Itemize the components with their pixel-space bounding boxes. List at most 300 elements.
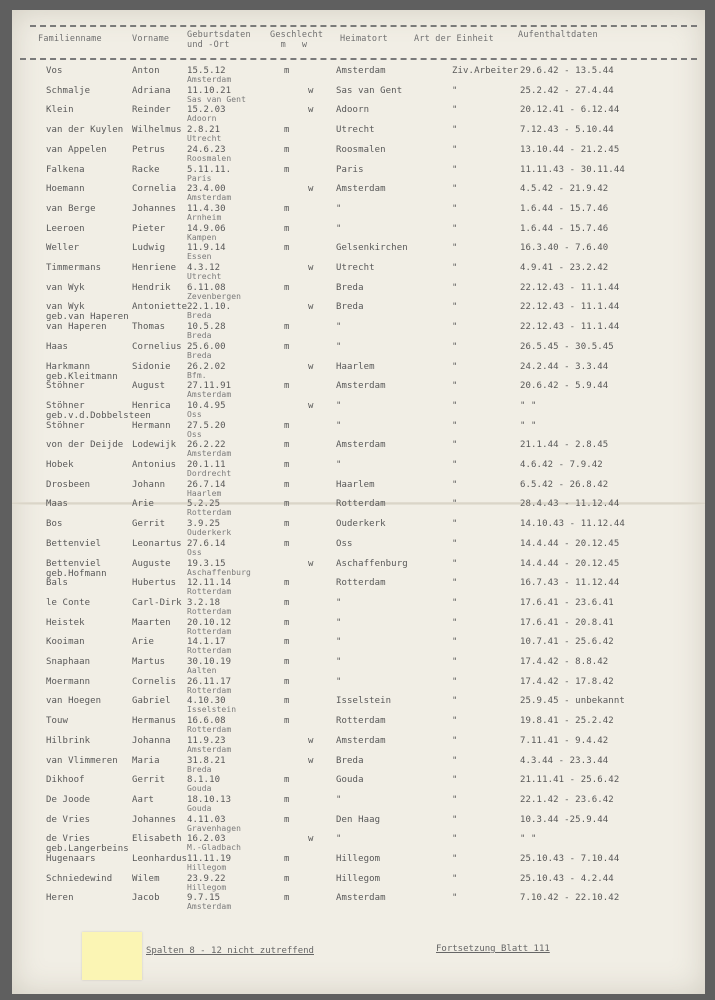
row-geburtsort: Breda bbox=[187, 764, 212, 774]
row-aufenthaltdaten: 21.1.44 - 2.8.45 bbox=[520, 440, 609, 451]
row-aufenthaltdaten: 14.4.44 - 20.12.45 bbox=[520, 558, 620, 569]
row-vorname: Carl-Dirk bbox=[132, 597, 182, 608]
row-heimatort: " bbox=[336, 637, 342, 648]
row-vorname: Sidonie bbox=[132, 361, 171, 372]
row-geburtsdatum: 10.4.95 bbox=[187, 400, 226, 411]
row-art-der-einheit: " bbox=[452, 617, 458, 628]
row-geburtsort: Rotterdam bbox=[187, 508, 232, 518]
row-familienname: van Appelen bbox=[46, 144, 107, 155]
row-geschlecht-m: m bbox=[284, 66, 290, 76]
row-geschlecht-m: m bbox=[284, 657, 290, 667]
row-familienname: Harkmann geb.Kleitmann bbox=[46, 361, 118, 382]
row-aufenthaltdaten: 4.3.44 - 23.3.44 bbox=[520, 755, 609, 766]
row-geschlecht-m: m bbox=[284, 381, 290, 392]
row-heimatort: " bbox=[336, 657, 342, 667]
row-familienname: Falkena bbox=[46, 164, 85, 175]
row-aufenthaltdaten: 22.12.43 - 11.1.44 bbox=[520, 322, 620, 333]
row-familienname: van Vlimmeren bbox=[46, 755, 118, 766]
row-vorname: Aart bbox=[132, 794, 155, 805]
row-familienname: Hobek bbox=[46, 460, 74, 470]
row-aufenthaltdaten: 17.6.41 - 20.8.41 bbox=[520, 617, 614, 628]
header-geschlecht: Geschlecht m w bbox=[270, 30, 324, 50]
row-vorname: Lodewijk bbox=[132, 440, 177, 451]
row-geschlecht-w: w bbox=[308, 85, 314, 96]
row-aufenthaltdaten: 17.6.41 - 23.6.41 bbox=[520, 597, 614, 608]
row-vorname: Leonhardus bbox=[132, 854, 188, 864]
row-vorname: Hendrik bbox=[132, 282, 171, 293]
row-geburtsort: Haarlem bbox=[187, 488, 222, 498]
row-geburtsort: Essen bbox=[187, 252, 212, 262]
row-heimatort: Breda bbox=[336, 755, 364, 766]
row-geschlecht-w: w bbox=[308, 361, 314, 372]
row-heimatort: Isselstein bbox=[336, 696, 392, 707]
row-art-der-einheit: " bbox=[452, 893, 458, 904]
row-art-der-einheit: " bbox=[452, 420, 458, 431]
table-row bbox=[12, 893, 705, 923]
row-art-der-einheit: " bbox=[452, 519, 458, 530]
row-geburtsdatum: 26.2.02 bbox=[187, 361, 226, 372]
row-geburtsort: Aschaffenburg bbox=[187, 567, 251, 577]
row-art-der-einheit: " bbox=[452, 302, 458, 313]
row-geburtsort: Amsterdam bbox=[187, 193, 232, 203]
row-art-der-einheit: " bbox=[452, 696, 458, 707]
row-art-der-einheit: " bbox=[452, 440, 458, 451]
row-aufenthaltdaten: 4.6.42 - 7.9.42 bbox=[520, 460, 603, 470]
header-rule-bottom bbox=[20, 58, 697, 60]
row-aufenthaltdaten: 1.6.44 - 15.7.46 bbox=[520, 203, 609, 214]
row-art-der-einheit: " bbox=[452, 637, 458, 648]
row-geburtsort: M.-Gladbach bbox=[187, 843, 242, 853]
row-art-der-einheit: " bbox=[452, 814, 458, 825]
row-heimatort: Rotterdam bbox=[336, 716, 386, 727]
row-vorname: Adriana bbox=[132, 85, 171, 96]
row-geburtsort: Amsterdam bbox=[187, 390, 232, 400]
row-art-der-einheit: " bbox=[452, 735, 458, 746]
row-familienname: von der Deijde bbox=[46, 440, 124, 451]
row-heimatort: Den Haag bbox=[336, 814, 381, 825]
row-geburtsdatum: 11.9.23 bbox=[187, 735, 226, 746]
row-familienname: Klein bbox=[46, 105, 74, 116]
row-geburtsort: Oss bbox=[187, 409, 202, 419]
row-geschlecht-w: w bbox=[308, 263, 314, 273]
row-vorname: Gerrit bbox=[132, 519, 166, 530]
row-familienname: van Haperen bbox=[46, 322, 107, 333]
row-geburtsdatum: 14.1.17 bbox=[187, 637, 226, 648]
row-aufenthaltdaten: 26.5.45 - 30.5.45 bbox=[520, 341, 614, 352]
row-aufenthaltdaten: 20.6.42 - 5.9.44 bbox=[520, 381, 609, 392]
header-aufenthaltdaten: Aufenthaltdaten bbox=[518, 30, 598, 40]
row-vorname: Maria bbox=[132, 755, 160, 766]
row-geschlecht-m: m bbox=[284, 538, 290, 549]
row-geburtsdatum: 4.10.30 bbox=[187, 696, 226, 707]
row-geschlecht-m: m bbox=[284, 125, 290, 136]
row-heimatort: Utrecht bbox=[336, 263, 375, 273]
row-vorname: Hubertus bbox=[132, 578, 177, 589]
row-geburtsort: Roosmalen bbox=[187, 153, 232, 163]
row-geschlecht-m: m bbox=[284, 479, 290, 490]
row-geburtsdatum: 22.1.10. bbox=[187, 302, 232, 313]
row-familienname: Schniedewind bbox=[46, 873, 113, 884]
row-geburtsdatum: 26.7.14 bbox=[187, 479, 226, 490]
row-art-der-einheit: " bbox=[452, 184, 458, 195]
row-geburtsort: Dordrecht bbox=[187, 469, 232, 478]
row-geburtsort: Sas van Gent bbox=[187, 94, 246, 104]
header-vorname: Vorname bbox=[132, 34, 170, 44]
row-geburtsort: Ouderkerk bbox=[187, 528, 232, 538]
row-heimatort: Adoorn bbox=[336, 105, 370, 116]
row-art-der-einheit: " bbox=[452, 144, 458, 155]
row-geburtsort: Amsterdam bbox=[187, 902, 232, 912]
row-geburtsort: Amsterdam bbox=[187, 744, 232, 754]
row-aufenthaltdaten: 16.3.40 - 7.6.40 bbox=[520, 243, 609, 254]
row-art-der-einheit: " bbox=[452, 657, 458, 667]
row-geburtsdatum: 31.8.21 bbox=[187, 755, 226, 766]
row-familienname: Heren bbox=[46, 893, 74, 904]
row-familienname: Drosbeen bbox=[46, 479, 91, 490]
row-geburtsdatum: 3.9.25 bbox=[187, 519, 221, 530]
row-heimatort: Amsterdam bbox=[336, 735, 386, 746]
row-geburtsort: Utrecht bbox=[187, 272, 222, 281]
row-aufenthaltdaten: 25.10.43 - 7.10.44 bbox=[520, 854, 620, 864]
row-geburtsdatum: 12.11.14 bbox=[187, 578, 232, 589]
row-art-der-einheit: " bbox=[452, 834, 458, 845]
row-geschlecht-w: w bbox=[308, 184, 314, 195]
row-geburtsdatum: 15.2.03 bbox=[187, 105, 226, 116]
row-geburtsdatum: 11.9.14 bbox=[187, 243, 226, 254]
row-vorname: August bbox=[132, 381, 166, 392]
row-geschlecht-m: m bbox=[284, 322, 290, 333]
row-familienname: van Wyk geb.van Haperen bbox=[46, 302, 129, 323]
row-familienname: Hilbrink bbox=[46, 735, 91, 746]
row-heimatort: " bbox=[336, 794, 342, 805]
row-geburtsort: Rotterdam bbox=[187, 626, 232, 636]
row-geschlecht-m: m bbox=[284, 637, 290, 648]
row-aufenthaltdaten: 17.4.42 - 8.8.42 bbox=[520, 657, 609, 667]
row-geburtsdatum: 5.11.11. bbox=[187, 164, 232, 175]
row-geschlecht-m: m bbox=[284, 716, 290, 727]
row-art-der-einheit: " bbox=[452, 85, 458, 96]
row-art-der-einheit: " bbox=[452, 538, 458, 549]
row-heimatort: Utrecht bbox=[336, 125, 375, 136]
row-geburtsdatum: 14.9.06 bbox=[187, 223, 226, 234]
row-heimatort: Amsterdam bbox=[336, 893, 386, 904]
row-geburtsort: Kampen bbox=[187, 232, 217, 242]
row-vorname: Martus bbox=[132, 657, 166, 667]
row-aufenthaltdaten: 19.8.41 - 25.2.42 bbox=[520, 716, 614, 727]
row-geschlecht-w: w bbox=[308, 755, 314, 766]
header-heimatort: Heimatort bbox=[340, 34, 388, 44]
row-geschlecht-m: m bbox=[284, 341, 290, 352]
row-geburtsort: Aalten bbox=[187, 666, 217, 675]
row-familienname: Vos bbox=[46, 66, 63, 76]
row-heimatort: Gelsenkirchen bbox=[336, 243, 408, 254]
row-familienname: van Hoegen bbox=[46, 696, 102, 707]
row-art-der-einheit: " bbox=[452, 499, 458, 510]
row-vorname: Antoniette bbox=[132, 302, 188, 313]
row-aufenthaltdaten: " " bbox=[520, 420, 537, 431]
row-art-der-einheit: Ziv.Arbeiter bbox=[452, 66, 519, 76]
row-vorname: Johannes bbox=[132, 814, 177, 825]
row-vorname: Pieter bbox=[132, 223, 166, 234]
row-heimatort: Sas van Gent bbox=[336, 85, 403, 96]
row-familienname: Bos bbox=[46, 519, 63, 530]
row-geschlecht-m: m bbox=[284, 854, 290, 864]
row-geburtsdatum: 15.5.12 bbox=[187, 66, 226, 76]
row-art-der-einheit: " bbox=[452, 125, 458, 136]
row-geburtsort: Paris bbox=[187, 173, 212, 183]
row-geburtsdatum: 20.1.11 bbox=[187, 460, 226, 470]
row-art-der-einheit: " bbox=[452, 854, 458, 864]
row-art-der-einheit: " bbox=[452, 361, 458, 372]
row-vorname: Thomas bbox=[132, 322, 166, 333]
row-art-der-einheit: " bbox=[452, 243, 458, 254]
row-geburtsort: Bfm. bbox=[187, 370, 207, 380]
row-geburtsort: Arnheim bbox=[187, 212, 222, 222]
row-geburtsdatum: 10.5.28 bbox=[187, 322, 226, 333]
row-geburtsort: Breda bbox=[187, 311, 212, 321]
row-heimatort: Hillegom bbox=[336, 854, 381, 864]
row-aufenthaltdaten: " " bbox=[520, 834, 537, 845]
row-familienname: Schmalje bbox=[46, 85, 91, 96]
row-geburtsdatum: 3.2.18 bbox=[187, 597, 221, 608]
row-heimatort: " bbox=[336, 341, 342, 352]
row-geburtsdatum: 19.3.15 bbox=[187, 558, 226, 569]
row-aufenthaltdaten: 10.7.41 - 25.6.42 bbox=[520, 637, 614, 648]
row-aufenthaltdaten: 4.5.42 - 21.9.42 bbox=[520, 184, 609, 195]
row-vorname: Reinder bbox=[132, 105, 171, 116]
row-vorname: Wilem bbox=[132, 873, 160, 884]
row-vorname: Maarten bbox=[132, 617, 171, 628]
row-geburtsort: Isselstein bbox=[187, 705, 237, 715]
row-vorname: Anton bbox=[132, 66, 160, 76]
row-aufenthaltdaten: 6.5.42 - 26.8.42 bbox=[520, 479, 609, 490]
row-aufenthaltdaten: 17.4.42 - 17.8.42 bbox=[520, 676, 614, 687]
row-aufenthaltdaten: 20.12.41 - 6.12.44 bbox=[520, 105, 620, 116]
header-geburtsdaten: Geburtsdaten und -Ort bbox=[187, 30, 251, 50]
row-vorname: Johanna bbox=[132, 735, 171, 746]
row-vorname: Gabriel bbox=[132, 696, 171, 707]
row-geschlecht-w: w bbox=[308, 105, 314, 116]
row-geburtsdatum: 27.11.91 bbox=[187, 381, 232, 392]
row-geschlecht-m: m bbox=[284, 873, 290, 884]
row-art-der-einheit: " bbox=[452, 203, 458, 214]
row-vorname: Cornelia bbox=[132, 184, 177, 195]
row-aufenthaltdaten: 25.10.43 - 4.2.44 bbox=[520, 873, 614, 884]
row-vorname: Arie bbox=[132, 637, 155, 648]
row-geburtsdatum: 24.6.23 bbox=[187, 144, 226, 155]
row-art-der-einheit: " bbox=[452, 873, 458, 884]
row-geschlecht-m: m bbox=[284, 460, 290, 470]
row-familienname: Timmermans bbox=[46, 263, 102, 273]
row-art-der-einheit: " bbox=[452, 597, 458, 608]
row-art-der-einheit: " bbox=[452, 578, 458, 589]
row-vorname: Cornelis bbox=[132, 676, 177, 687]
row-heimatort: Gouda bbox=[336, 775, 364, 786]
document-page bbox=[12, 10, 705, 994]
row-aufenthaltdaten: 14.10.43 - 11.12.44 bbox=[520, 519, 625, 530]
row-geburtsort: Amsterdam bbox=[187, 449, 232, 459]
row-geschlecht-w: w bbox=[308, 834, 314, 845]
row-familienname: le Conte bbox=[46, 597, 91, 608]
row-heimatort: Amsterdam bbox=[336, 381, 386, 392]
row-art-der-einheit: " bbox=[452, 400, 458, 411]
row-geburtsdatum: 26.11.17 bbox=[187, 676, 232, 687]
row-familienname: Moermann bbox=[46, 676, 91, 687]
row-familienname: Kooiman bbox=[46, 637, 85, 648]
row-geburtsort: Rotterdam bbox=[187, 685, 232, 695]
row-art-der-einheit: " bbox=[452, 676, 458, 687]
row-heimatort: Rotterdam bbox=[336, 499, 386, 510]
row-geburtsdatum: 9.7.15 bbox=[187, 893, 221, 904]
row-art-der-einheit: " bbox=[452, 223, 458, 234]
row-geschlecht-m: m bbox=[284, 617, 290, 628]
row-geschlecht-m: m bbox=[284, 203, 290, 214]
row-heimatort: " bbox=[336, 460, 342, 470]
row-geburtsort: Breda bbox=[187, 350, 212, 360]
row-geburtsdatum: 20.10.12 bbox=[187, 617, 232, 628]
row-geburtsdatum: 16.2.03 bbox=[187, 834, 226, 845]
row-aufenthaltdaten: 28.4.43 - 11.12.44 bbox=[520, 499, 620, 510]
row-heimatort: " bbox=[336, 834, 342, 845]
row-geburtsdatum: 5.2.25 bbox=[187, 499, 221, 510]
row-heimatort: Amsterdam bbox=[336, 66, 386, 76]
row-familienname: Hugenaars bbox=[46, 854, 96, 864]
row-vorname: Gerrit bbox=[132, 775, 166, 786]
row-heimatort: Haarlem bbox=[336, 361, 375, 372]
row-geburtsort: Rotterdam bbox=[187, 646, 232, 656]
row-aufenthaltdaten: 10.3.44 -25.9.44 bbox=[520, 814, 609, 825]
row-aufenthaltdaten: 21.11.41 - 25.6.42 bbox=[520, 775, 620, 786]
row-heimatort: Ouderkerk bbox=[336, 519, 386, 530]
row-familienname: Maas bbox=[46, 499, 69, 510]
row-aufenthaltdaten: 11.11.43 - 30.11.44 bbox=[520, 164, 625, 175]
row-aufenthaltdaten: 16.7.43 - 11.12.44 bbox=[520, 578, 620, 589]
row-geburtsort: Hillegom bbox=[187, 882, 227, 892]
row-geschlecht-m: m bbox=[284, 164, 290, 175]
row-geschlecht-m: m bbox=[284, 144, 290, 155]
row-geburtsdatum: 11.11.19 bbox=[187, 854, 232, 864]
row-geschlecht-m: m bbox=[284, 223, 290, 234]
row-art-der-einheit: " bbox=[452, 716, 458, 727]
row-geschlecht-m: m bbox=[284, 578, 290, 589]
row-familienname: Touw bbox=[46, 716, 69, 727]
row-vorname: Ludwig bbox=[132, 243, 166, 254]
row-familienname: Dikhoof bbox=[46, 775, 85, 786]
row-vorname: Henrica bbox=[132, 400, 171, 411]
row-geburtsdatum: 4.11.03 bbox=[187, 814, 226, 825]
row-geburtsdatum: 2.8.21 bbox=[187, 125, 221, 136]
row-heimatort: " bbox=[336, 420, 342, 431]
row-aufenthaltdaten: 25.9.45 - unbekannt bbox=[520, 696, 625, 707]
row-familienname: de Vries geb.Langerbeins bbox=[46, 834, 129, 855]
row-art-der-einheit: " bbox=[452, 775, 458, 786]
row-vorname: Racke bbox=[132, 164, 160, 175]
row-geburtsort: Gouda bbox=[187, 803, 212, 813]
row-familienname: van der Kuylen bbox=[46, 125, 124, 136]
row-vorname: Hermann bbox=[132, 420, 171, 431]
row-art-der-einheit: " bbox=[452, 263, 458, 273]
row-aufenthaltdaten: 22.12.43 - 11.1.44 bbox=[520, 282, 620, 293]
continuation-note: Fortsetzung Blatt 111 bbox=[436, 944, 550, 954]
row-art-der-einheit: " bbox=[452, 460, 458, 470]
row-geschlecht-m: m bbox=[284, 696, 290, 707]
row-heimatort: Breda bbox=[336, 302, 364, 313]
row-heimatort: Amsterdam bbox=[336, 184, 386, 195]
row-vorname: Auguste bbox=[132, 558, 171, 569]
row-familienname: Snaphaan bbox=[46, 657, 91, 667]
row-familienname: De Joode bbox=[46, 794, 91, 805]
row-geschlecht-m: m bbox=[284, 676, 290, 687]
row-art-der-einheit: " bbox=[452, 479, 458, 490]
row-geburtsort: Rotterdam bbox=[187, 725, 232, 735]
row-geburtsdatum: 26.2.22 bbox=[187, 440, 226, 451]
row-geburtsdatum: 27.5.20 bbox=[187, 420, 226, 431]
row-geschlecht-m: m bbox=[284, 440, 290, 451]
row-geburtsdatum: 30.10.19 bbox=[187, 657, 232, 667]
row-heimatort: " bbox=[336, 617, 342, 628]
row-vorname: Cornelius bbox=[132, 341, 182, 352]
table-header bbox=[12, 10, 705, 70]
row-geburtsort: Hillegom bbox=[187, 863, 227, 872]
row-vorname: Jacob bbox=[132, 893, 160, 904]
row-heimatort: " bbox=[336, 400, 342, 411]
row-vorname: Leonartus bbox=[132, 538, 182, 549]
row-aufenthaltdaten: 1.6.44 - 15.7.46 bbox=[520, 223, 609, 234]
row-familienname: Bettenviel geb.Hofmann bbox=[46, 558, 107, 579]
row-geschlecht-m: m bbox=[284, 794, 290, 805]
row-geschlecht-m: m bbox=[284, 597, 290, 608]
row-art-der-einheit: " bbox=[452, 794, 458, 805]
row-aufenthaltdaten: 22.12.43 - 11.1.44 bbox=[520, 302, 620, 313]
row-geburtsort: Utrecht bbox=[187, 134, 222, 144]
row-geburtsort: Gravenhagen bbox=[187, 823, 242, 833]
row-geschlecht-m: m bbox=[284, 814, 290, 825]
row-geschlecht-w: w bbox=[308, 558, 314, 569]
row-heimatort: " bbox=[336, 597, 342, 608]
header-familienname: Familienname bbox=[38, 34, 102, 44]
sticky-note bbox=[82, 932, 142, 980]
row-vorname: Petrus bbox=[132, 144, 166, 155]
row-heimatort: Hillegom bbox=[336, 873, 381, 884]
row-art-der-einheit: " bbox=[452, 282, 458, 293]
row-aufenthaltdaten: 22.1.42 - 23.6.42 bbox=[520, 794, 614, 805]
row-art-der-einheit: " bbox=[452, 105, 458, 116]
row-geschlecht-m: m bbox=[284, 282, 290, 293]
row-familienname: van Berge bbox=[46, 203, 96, 214]
row-heimatort: Roosmalen bbox=[336, 144, 386, 155]
row-vorname: Hermanus bbox=[132, 716, 177, 727]
row-geschlecht-m: m bbox=[284, 893, 290, 904]
row-geburtsdatum: 18.10.13 bbox=[187, 794, 232, 805]
row-art-der-einheit: " bbox=[452, 381, 458, 392]
row-aufenthaltdaten: 7.11.41 - 9.4.42 bbox=[520, 735, 609, 746]
row-familienname: Weller bbox=[46, 243, 80, 254]
row-vorname: Henriene bbox=[132, 263, 177, 273]
row-vorname: Wilhelmus bbox=[132, 125, 182, 136]
row-geschlecht-w: w bbox=[308, 400, 314, 411]
row-geburtsort: Rotterdam bbox=[187, 606, 232, 616]
row-art-der-einheit: " bbox=[452, 558, 458, 569]
row-aufenthaltdaten: 25.2.42 - 27.4.44 bbox=[520, 85, 614, 96]
row-heimatort: " bbox=[336, 322, 342, 333]
row-geschlecht-m: m bbox=[284, 519, 290, 530]
row-geburtsdatum: 6.11.08 bbox=[187, 282, 226, 293]
row-heimatort: Amsterdam bbox=[336, 440, 386, 451]
row-familienname: Bettenviel bbox=[46, 538, 102, 549]
row-aufenthaltdaten: 7.12.43 - 5.10.44 bbox=[520, 125, 614, 136]
row-familienname: Stöhner bbox=[46, 381, 85, 392]
row-geburtsort: Oss bbox=[187, 547, 202, 557]
